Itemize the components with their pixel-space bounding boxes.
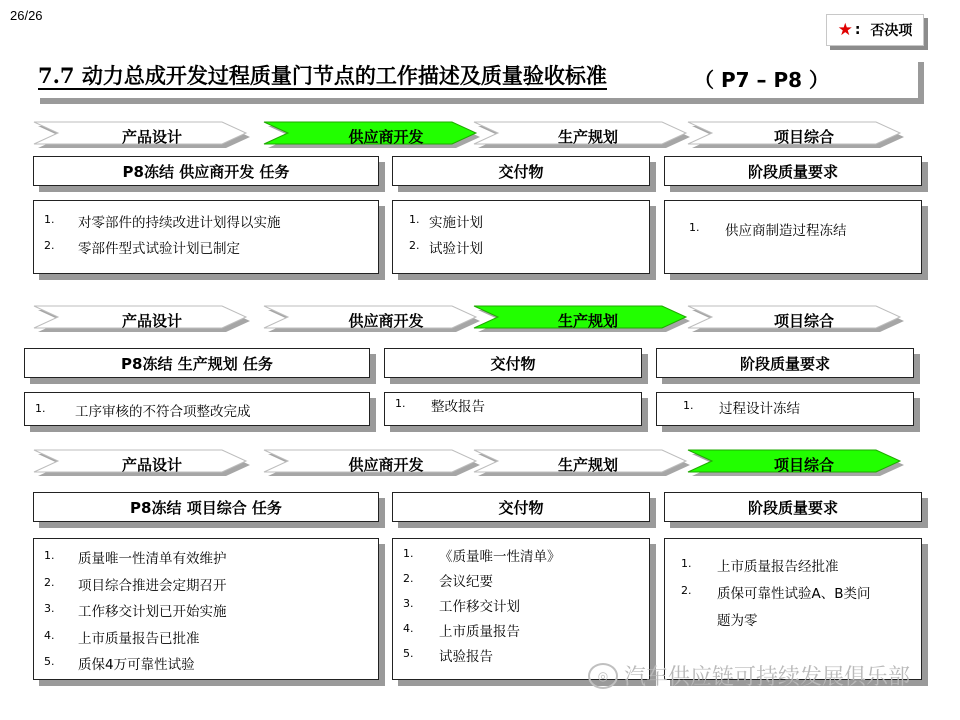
deliverable-header: 交付物: [392, 156, 650, 186]
list-item: 1. 整改报告: [395, 397, 485, 415]
phase-label: 供应商开发: [348, 128, 424, 146]
deliverable-header: 交付物: [392, 492, 650, 522]
page-number: 26/26: [10, 8, 43, 23]
veto-label: 否决项: [870, 23, 913, 39]
phase-label: 生产规划: [557, 456, 618, 474]
list-item: 5. 质保4万可靠性试验: [44, 655, 195, 673]
list-item: 1. 质量唯一性清单有效维护: [44, 549, 227, 567]
phase-label: 供应商开发: [348, 456, 424, 474]
list-item: 题为零: [717, 613, 758, 629]
phase-label: 项目综合: [773, 128, 834, 146]
phase-label: 生产规划: [557, 128, 618, 146]
phase-label: 项目综合: [773, 312, 834, 330]
deliverable-box: [384, 392, 642, 426]
deliverable-header: 交付物: [384, 348, 642, 378]
task-header: P8冻结 供应商开发 任务: [33, 156, 379, 186]
title-box: [34, 56, 918, 98]
task-header: P8冻结 生产规划 任务: [24, 348, 370, 378]
phase-label: 产品设计: [121, 456, 182, 474]
requirement-header: 阶段质量要求: [664, 156, 922, 186]
list-item: 1. 实施计划: [409, 213, 483, 231]
list-item: 2. 会议纪要: [403, 572, 493, 590]
requirement-box: [656, 392, 914, 426]
phase-label: 产品设计: [121, 312, 182, 330]
list-item: 1. 对零部件的持续改进计划得以实施: [44, 213, 281, 231]
list-item: 2. 质保可靠性试验A、B类问: [681, 584, 871, 602]
phase-label: 供应商开发: [348, 312, 424, 330]
list-item: 5. 试验报告: [403, 647, 493, 665]
list-item: 1. 工序审核的不符合项整改完成: [35, 402, 251, 420]
list-item: 1. 上市质量报告经批准: [681, 557, 839, 575]
wechat-logo-icon: ◎: [588, 663, 618, 689]
veto-legend: ★ : 否决项: [826, 14, 924, 46]
phase-label: 项目综合: [773, 456, 834, 474]
page-title: 7.7 动力总成开发过程质量门节点的工作描述及质量验收标准: [38, 63, 607, 88]
deliverable-box: [392, 538, 650, 680]
task-box: [33, 538, 379, 680]
list-item: 2. 零部件型式试验计划已制定: [44, 239, 240, 257]
list-item: 1. 过程设计冻结: [683, 399, 800, 417]
list-item: 2. 试验计划: [409, 239, 483, 257]
phase-flow-3: [0, 446, 960, 482]
task-header: P8冻结 项目综合 任务: [33, 492, 379, 522]
task-box: [33, 200, 379, 274]
title-suffix: （ P7 – P8 ）: [694, 68, 829, 92]
phase-flow-2: [0, 302, 960, 338]
list-item: 4. 上市质量报告已批准: [44, 628, 200, 647]
star-icon: ★: [837, 20, 853, 40]
requirement-box: [664, 200, 922, 274]
phase-label: 产品设计: [121, 128, 182, 146]
list-item: 2. 项目综合推进会定期召开: [44, 575, 227, 594]
watermark: ◎ 汽车供应链可持续发展俱乐部: [588, 660, 910, 691]
phase-label: 生产规划: [557, 312, 618, 330]
list-item: 1. 《质量唯一性清单》: [403, 547, 561, 565]
requirement-header: 阶段质量要求: [656, 348, 914, 378]
deliverable-box: [392, 200, 650, 274]
requirement-box: [664, 538, 922, 680]
list-item: 3. 工作移交计划已开始实施: [44, 602, 227, 620]
requirement-header: 阶段质量要求: [664, 492, 922, 522]
list-item: 1. 供应商制造过程冻结: [689, 221, 847, 239]
list-item: 4. 上市质量报告: [403, 622, 520, 640]
phase-flow-1: [0, 118, 960, 154]
task-box: [24, 392, 370, 426]
list-item: 3. 工作移交计划: [403, 597, 520, 615]
